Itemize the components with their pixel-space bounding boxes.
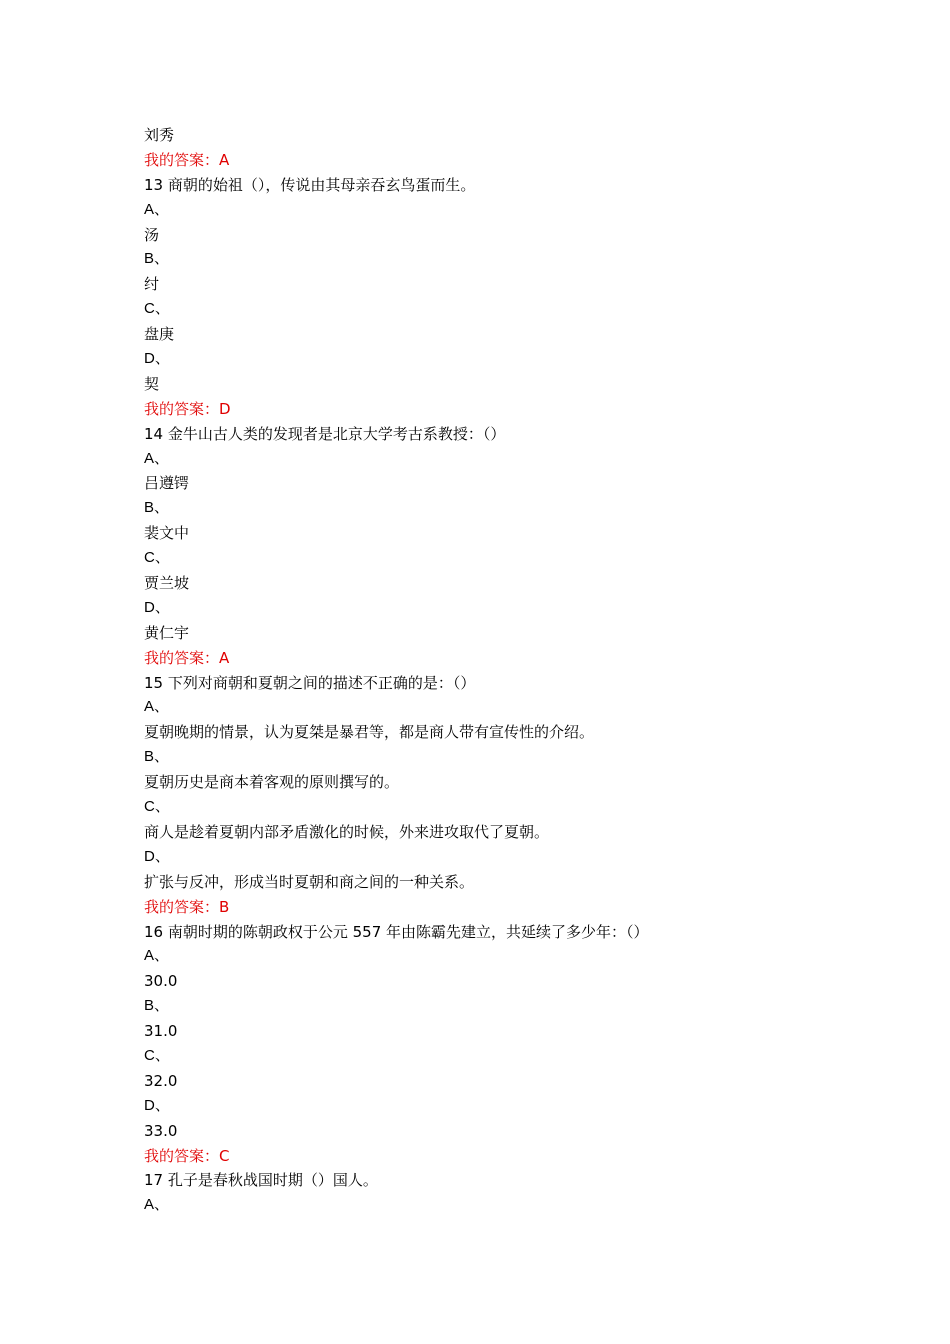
- option-text: 汤: [144, 225, 160, 244]
- question-text: 15 下列对商朝和夏朝之间的描述不正确的是：（）: [144, 673, 476, 692]
- my-answer-line: 我的答案：D: [144, 399, 231, 418]
- option-letter: D、: [144, 1096, 170, 1114]
- option-text: 刘秀: [144, 126, 175, 144]
- my-answer-line: 我的答案：C: [144, 1146, 230, 1165]
- option-text: 夏朝历史是商本着客观的原则撰写的。: [144, 773, 400, 792]
- option-letter: A、: [144, 200, 170, 218]
- option-letter: D、: [144, 350, 170, 368]
- option-text: 裴文中: [144, 524, 190, 543]
- option-letter: C、: [144, 300, 170, 318]
- option-text: 黄仁宇: [144, 623, 190, 642]
- option-letter: B、: [144, 499, 170, 517]
- question-text: 17 孔子是春秋战国时期（）国人。: [144, 1171, 378, 1190]
- my-answer-line: 我的答案：B: [144, 897, 230, 916]
- option-text: 契: [144, 374, 160, 393]
- option-text: 商人是趁着夏朝内部矛盾激化的时候，外来进攻取代了夏朝。: [144, 822, 550, 841]
- option-letter: A、: [144, 1196, 170, 1214]
- option-text: 30.0: [144, 972, 178, 991]
- option-text: 盘庚: [144, 325, 175, 344]
- option-letter: D、: [144, 847, 170, 865]
- question-text: 14 金牛山古人类的发现者是北京大学考古系教授：（）: [144, 424, 506, 443]
- question-text: 16 南朝时期的陈朝政权于公元 557 年由陈霸先建立，共延续了多少年：（）: [144, 922, 649, 941]
- option-text: 吕遵锷: [144, 474, 190, 493]
- quiz-content: [144, 123, 864, 1218]
- option-letter: B、: [144, 748, 170, 766]
- option-text: 贾兰坡: [144, 574, 190, 593]
- option-letter: D、: [144, 598, 170, 616]
- option-letter: A、: [144, 449, 170, 467]
- option-letter: A、: [144, 947, 170, 965]
- my-answer-line: 我的答案：A: [144, 648, 230, 667]
- option-letter: A、: [144, 698, 170, 716]
- question-text: 13 商朝的始祖（），传说由其母亲吞玄鸟蛋而生。: [144, 175, 476, 194]
- option-text: 33.0: [144, 1121, 178, 1140]
- my-answer-line: 我的答案：A: [144, 150, 230, 169]
- option-text: 纣: [144, 275, 160, 294]
- option-letter: B、: [144, 250, 170, 268]
- option-letter: C、: [144, 1046, 170, 1064]
- option-text: 31.0: [144, 1022, 178, 1041]
- option-letter: C、: [144, 798, 170, 816]
- option-text: 扩张与反冲，形成当时夏朝和商之间的一种关系。: [144, 872, 475, 891]
- option-letter: C、: [144, 549, 170, 567]
- option-text: 32.0: [144, 1071, 178, 1090]
- option-letter: B、: [144, 997, 170, 1015]
- option-text: 夏朝晚期的情景，认为夏桀是暴君等，都是商人带有宣传性的介绍。: [144, 723, 595, 742]
